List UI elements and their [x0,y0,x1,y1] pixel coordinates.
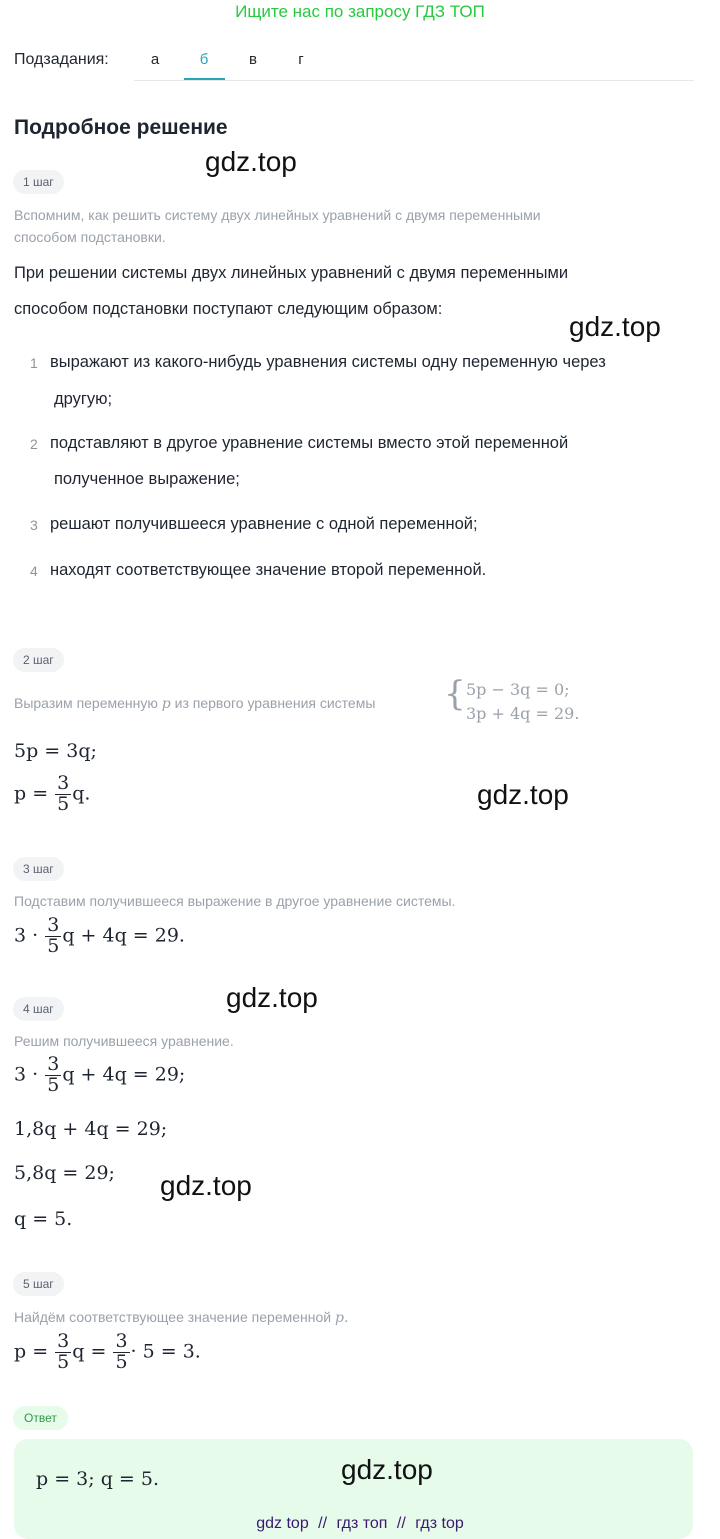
subtasks-label: Подзадания: [14,51,109,68]
fraction: $\frac{3}{5}$ [47,914,60,957]
step-text: При решении системы двух линейных уравнений с двумя переменными [14,264,569,282]
answer-text: p = 3; q = 5. [36,1468,159,1490]
tab-g[interactable]: г [298,51,304,68]
list-item: полученное выражение; [54,470,240,488]
step-hint: Выразим переменную p из первого уравнения системы [14,695,376,712]
tab-v[interactable]: в [249,51,257,68]
equation: 1,8q + 4q = 29; [14,1118,168,1140]
step-text: способом подстановки поступают следующим образом: [14,300,443,318]
list-item: решают получившееся уравнение с одной переменной; [50,515,478,533]
step-badge: 2 шаг [13,648,64,672]
footer-links [0,1515,720,1533]
step-badge: 4 шаг [13,997,64,1021]
equation: 3 · $\frac{3}{5}$ q + 4q = 29. [14,914,185,957]
watermark: gdz.top [160,1170,252,1201]
step-hint: способом подстановки. [14,229,166,245]
search-banner: Ищите нас по запросу ГДЗ ТОП [235,2,485,21]
footer-separator: // [318,1515,328,1532]
watermark: gdz.top [226,982,318,1013]
variable-p: p [161,696,171,712]
step-badge: 5 шаг [13,1272,64,1296]
equation: 5p = 3q; [14,740,97,762]
list-item: выражают из какого-нибудь уравнения системы одну переменную через [50,353,606,371]
page-title: Подробное решение [14,116,228,139]
step-hint: Подставим получившееся выражение в другое уравнение системы. [14,893,456,909]
answer-badge: Ответ [13,1406,68,1430]
watermark: gdz.top [341,1454,433,1485]
fraction: $\frac{3}{5}$ [57,1330,70,1373]
list-item: подставляют в другое уравнение системы вместо этой переменной [50,434,569,452]
fraction: $\frac{3}{5}$ [115,1330,128,1373]
footer-separator: // [396,1515,406,1532]
step-hint: Найдём соответствующее значение переменной p. [14,1309,349,1326]
tabs-divider [134,80,694,81]
variable-p: p. [335,1310,349,1326]
step-badge: 3 шаг [13,857,64,881]
equation: p = $\frac{3}{5}$ q. [14,772,91,815]
tab-b[interactable]: б [199,51,209,68]
system-equation: 5p − 3q = 0; [466,680,570,699]
list-number: 1 [30,355,38,371]
tab-a[interactable]: а [150,51,160,68]
watermark: gdz.top [477,779,569,810]
list-item: другую; [54,390,113,408]
watermark: gdz.top [569,311,661,342]
footer-link[interactable]: гдз топ [336,1515,388,1532]
list-number: 4 [30,563,38,579]
fraction: $\frac{3}{5}$ [47,1053,60,1096]
fraction: $\frac{3}{5}$ [57,772,70,815]
list-number: 2 [30,436,38,452]
footer-link[interactable]: гдз top [415,1515,464,1532]
step-hint: Вспомним, как решить систему двух линейных уравнений с двумя переменными [14,207,541,223]
equation: 3 · $\frac{3}{5}$ q + 4q = 29; [14,1053,186,1096]
footer-link[interactable]: gdz top [256,1515,309,1532]
list-item: находят соответствующее значение второй переменной. [50,561,487,579]
system-equation: 3p + 4q = 29. [466,704,580,723]
list-number: 3 [30,517,38,533]
step-hint: Решим получившееся уравнение. [14,1033,234,1049]
equation: p = $\frac{3}{5}$ q = $\frac{3}{5}$ · 5 = 3. [14,1330,201,1373]
step-badge: 1 шаг [13,170,64,194]
equation: q = 5. [14,1208,73,1230]
watermark: gdz.top [205,146,297,177]
equation: 5,8q = 29; [14,1162,115,1184]
